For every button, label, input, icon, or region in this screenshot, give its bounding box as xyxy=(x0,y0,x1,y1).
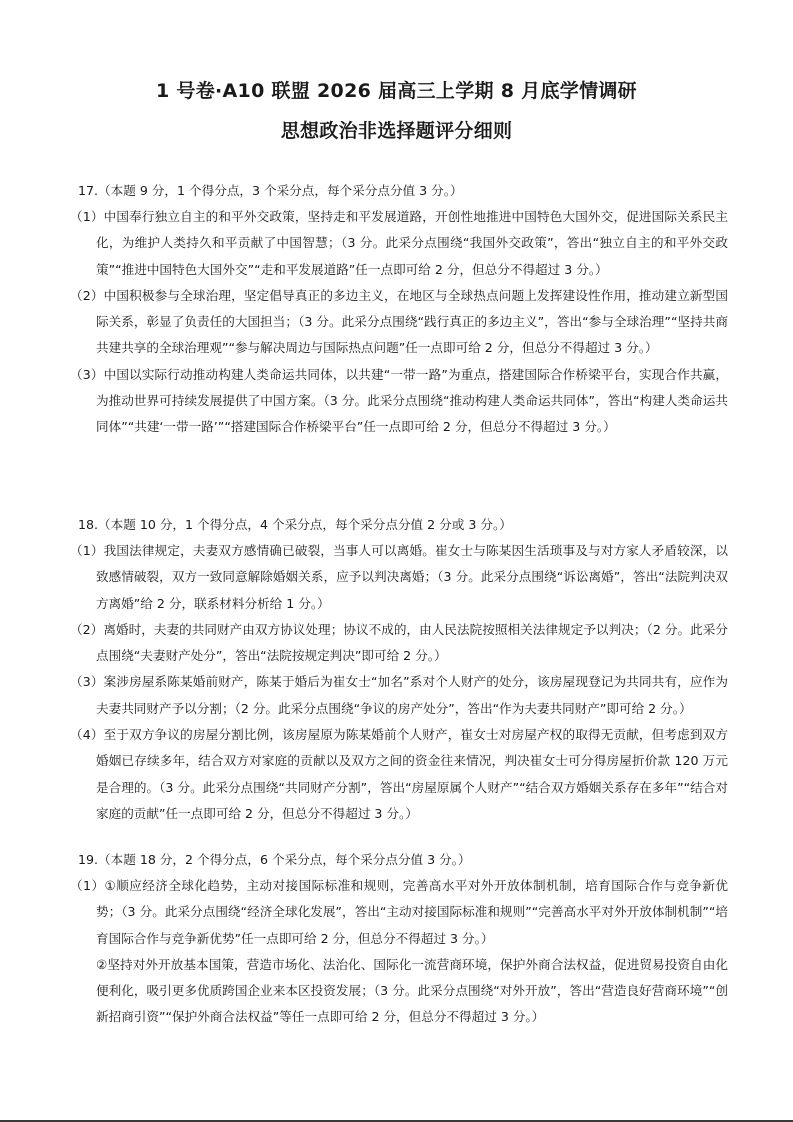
question-17-item-1: （1）中国奉行独立自主的和平外交政策，坚持走和平发展道路，开创性地推进中国特色大国外交，促进国际关系民主化，为维护人类持久和平贡献了中国智慧；（3 分。此采分点围绕“我国外交政策”，答出“独立自主的和平外交政策”“推进中国特色大国外交”“走和平发展道路”任一点即可给 2 分，但总分不得超过 3 分。） xyxy=(70,209,728,277)
question-19-item-1: （1）①顺应经济全球化趋势，主动对接国际标准和规则，完善高水平对外开放体制机制，培育国际合作与竞争新优势；（3 分。此采分点围绕“经济全球化发展”，答出“主动对接国际标准和规则”“完善高水平对外开放体制机制”“培育国际合作与竞争新优势”任一点即可给 2 分，但总分不得超过 3 分。） xyxy=(70,878,728,946)
document-subtitle: 思想政治非选择题评分细则 xyxy=(280,120,513,142)
question-18-item-1: （1）我国法律规定，夫妻双方感情确已破裂，当事人可以离婚。崔女士与陈某因生活琐事及与对方家人矛盾较深，以致感情破裂，双方一致同意解除婚姻关系，应予以判决离婚；（3 分。此采分点围绕“诉讼离婚”，答出“法院判决双方离婚”给 2 分，联系材料分析给 1 分。） xyxy=(70,543,728,611)
question-17-item-2: （2）中国积极参与全球治理，坚定倡导真正的多边主义，在地区与全球热点问题上发挥建设性作用，推动建立新型国际关系，彰显了负责任的大国担当；（3 分。此采分点围绕“践行真正的多边主义”，答出“参与全球治理”“坚持共商共建共享的全球治理观”“参与解决周边与国际热点问题”任一点即可给 2 分，但总分不得超过 3 分。） xyxy=(70,287,728,356)
document-title: 1 号卷·A10 联盟 2026 届高三上学期 8 月底学情调研 xyxy=(156,80,637,102)
question-19-heading: 19.（本题 18 分，2 个得分点，6 个采分点，每个采分点分值 3 分。） xyxy=(78,852,471,867)
question-17-item-3: （3）中国以实际行动推动构建人类命运共同体，以共建“一带一路”为重点，搭建国际合作桥梁平台，实现合作共赢，为推动世界可持续发展提供了中国方案。（3 分。此采分点围绕“推动构建人类命运共同体”，答出“构建人类命运共同体”“共建‘一带一路’”“搭建国际合作桥梁平台”任一点即可给 2 分，但总分不得超过 3 分。） xyxy=(70,366,728,435)
question-18 xyxy=(70,512,728,827)
question-19-subitem-2: ②坚持对外开放基本国策，营造市场化、法治化、国际化一流营商环境，保护外商合法权益，促进贸易投资自由化便利化，吸引更多优质跨国企业来本区投资发展；（3 分。此采分点围绕“对外开放”，答出“营造良好营商环境”“创新招商引资”“保护外商合法权益”等任一点即可给 2 分，但总分不得超过 3 分。） xyxy=(96,956,728,1025)
question-17-heading: 17.（本题 9 分，1 个得分点，3 个采分点，每个采分点分值 3 分。） xyxy=(78,183,463,198)
question-19 xyxy=(70,847,728,1031)
question-18-item-3: （3）案涉房屋系陈某婚前财产，陈某于婚后为崔女士“加名”系对个人财产的处分，该房屋现登记为共同共有，应作为夫妻共同财产予以分割；（2 分。此采分点围绕“争议的房产处分”，答出“作为夫妻共同财产”即可给 2 分。） xyxy=(70,674,728,716)
question-18-item-2: （2）离婚时，夫妻的共同财产由双方协议处理；协议不成的，由人民法院按照相关法律规定予以判决；（2 分。此采分点围绕“夫妻财产处分”，答出“法院按规定判决”即可给 2 分。） xyxy=(70,621,728,664)
question-17 xyxy=(70,178,728,441)
question-18-heading: 18.（本题 10 分，1 个得分点，4 个采分点，每个采分点分值 2 分或 3 分。） xyxy=(78,517,512,532)
question-18-item-4: （4）至于双方争议的房屋分割比例，该房屋原为陈某婚前个人财产，崔女士对房屋产权的取得无贡献，但考虑到双方婚姻已存续多年，结合双方对家庭的贡献以及双方之间的资金往来情况，判决崔女士可分得房屋折价款 120 万元是合理的。（3 分。此采分点围绕“共同财产分割”，答出“房屋原属个人财产”“结合双方婚姻关系存在多年”“结合对家庭的贡献”任一点即可给 2 分，但总分不得超过 3 分。） xyxy=(70,727,728,821)
